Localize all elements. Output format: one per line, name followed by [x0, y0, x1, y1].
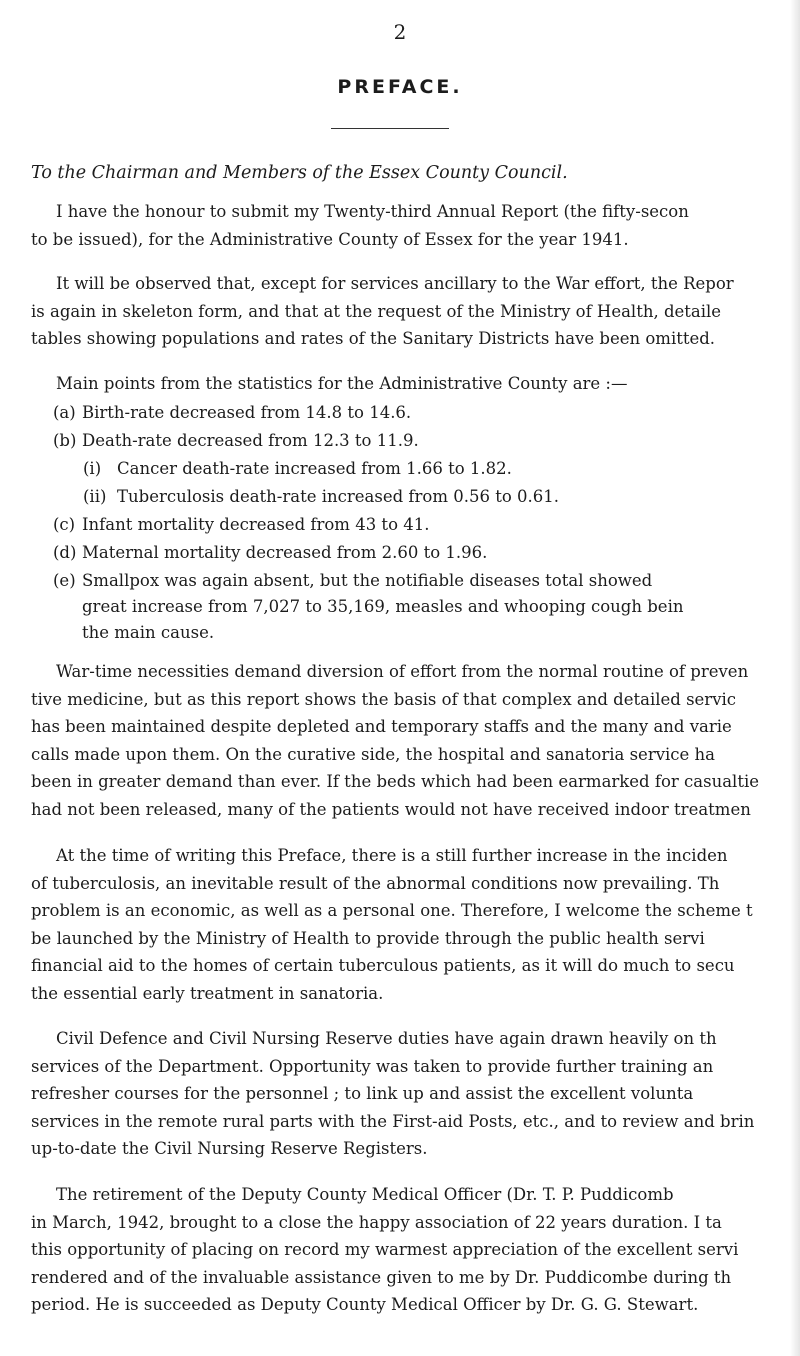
paragraph-war-time [31, 658, 800, 823]
list-item-b [53, 428, 419, 454]
text-line: The retirement of the Deputy County Medical Officer (Dr. T. P. Puddicomb [56, 1185, 674, 1204]
list-text: Death-rate decreased from 12.3 to 11.9. [82, 431, 419, 450]
paragraph-skeleton-form [31, 270, 800, 353]
paragraph-retirement [31, 1181, 800, 1319]
list-item-b-i [83, 456, 512, 482]
list-label: (i) [83, 459, 102, 478]
text-line: be launched by the Ministry of Health to provide through the public health servi [31, 928, 705, 948]
text-line: Civil Defence and Civil Nursing Reserve duties have again drawn heavily on th [56, 1029, 717, 1048]
address-line: To the Chairman and Members of the Essex County Council. [31, 163, 568, 183]
text-line: tables showing populations and rates of the Sanitary Districts have been omitted. [31, 329, 716, 348]
list-item-c [53, 512, 429, 538]
list-item-e [53, 568, 793, 646]
list-label: (e) [53, 571, 76, 590]
paragraph-intro [31, 198, 800, 253]
paragraph-civil-defence [31, 1025, 800, 1163]
list-text: Smallpox was again absent, but the notifiable diseases total showed [82, 571, 653, 590]
text-line: in March, 1942, brought to a close the happy association of 22 years duration. I ta [31, 1212, 722, 1232]
text-line: is again in skeleton form, and that at the request of the Ministry of Health, detaile [31, 301, 722, 321]
list-text: Infant mortality decreased from 43 to 41. [82, 515, 430, 534]
text-line: It will be observed that, except for services ancillary to the War effort, the Repor [56, 274, 734, 293]
paragraph-main-points-heading [31, 370, 800, 398]
list-text: Cancer death-rate increased from 1.66 to 1.82. [117, 459, 512, 478]
paragraph-tuberculosis [31, 842, 800, 1007]
text-line: period. He is succeeded as Deputy County Medical Officer by Dr. G. G. Stewart. [31, 1295, 699, 1314]
text-line: rendered and of the invaluable assistance given to me by Dr. Puddicombe during th [31, 1267, 732, 1287]
page-edge-shadow [790, 0, 800, 1356]
text-line: tive medicine, but as this report shows the basis of that complex and detailed servic [31, 689, 737, 709]
title-underline-rule [331, 128, 449, 129]
text-line: calls made upon them. On the curative side, the hospital and sanatoria service ha [31, 744, 716, 764]
text-line: services of the Department. Opportunity was taken to provide further training an [31, 1056, 714, 1076]
text-line: refresher courses for the personnel ; to link up and assist the excellent volunta [31, 1084, 694, 1103]
text-line: up-to-date the Civil Nursing Reserve Registers. [31, 1139, 428, 1158]
text-line: has been maintained despite depleted and temporary staffs and the many and varie [31, 717, 732, 736]
list-text-continued: great increase from 7,027 to 35,169, measles and whooping cough bein [82, 597, 684, 616]
text-line: At the time of writing this Preface, there is a still further increase in the inciden [56, 846, 728, 865]
text-line: services in the remote rural parts with the First-aid Posts, etc., and to review and brin [31, 1111, 755, 1131]
text-line: I have the honour to submit my Twenty-third Annual Report (the fifty-secon [56, 202, 689, 221]
text-line: War-time necessities demand diversion of effort from the normal routine of preven [56, 662, 749, 681]
list-label: (b) [53, 431, 77, 450]
list-text: Birth-rate decreased from 14.8 to 14.6. [82, 403, 412, 422]
list-item-d [53, 540, 487, 566]
list-label: (c) [53, 515, 76, 534]
text-line: of tuberculosis, an inevitable result of the abnormal conditions now prevailing. Th [31, 873, 720, 893]
list-text-continued: the main cause. [82, 623, 215, 642]
text-line: Main points from the statistics for the Administrative County are :— [56, 374, 628, 393]
text-line: financial aid to the homes of certain tuberculous patients, as it will do much to secu [31, 956, 735, 975]
text-line: this opportunity of placing on record my warmest appreciation of the excellent servi [31, 1240, 739, 1259]
list-label: (ii) [83, 487, 107, 506]
list-item-a [53, 400, 411, 426]
text-line: problem is an economic, as well as a personal one. Therefore, I welcome the scheme t [31, 901, 753, 920]
text-line: to be issued), for the Administrative County of Essex for the year 1941. [31, 229, 629, 249]
list-label: (a) [53, 403, 76, 422]
text-line: been in greater demand than ever. If the beds which had been earmarked for casualtie [31, 772, 759, 791]
list-text: Tuberculosis death-rate increased from 0.56 to 0.61. [117, 487, 560, 506]
page-number: 2 [393, 20, 407, 44]
text-line: had not been released, many of the patients would not have received indoor treatmen [31, 799, 751, 819]
list-text: Maternal mortality decreased from 2.60 to 1.96. [82, 543, 488, 562]
list-item-b-ii [83, 484, 559, 510]
list-label: (d) [53, 543, 77, 562]
page-title: PREFACE. [337, 76, 463, 98]
text-line: the essential early treatment in sanatoria. [31, 983, 384, 1003]
